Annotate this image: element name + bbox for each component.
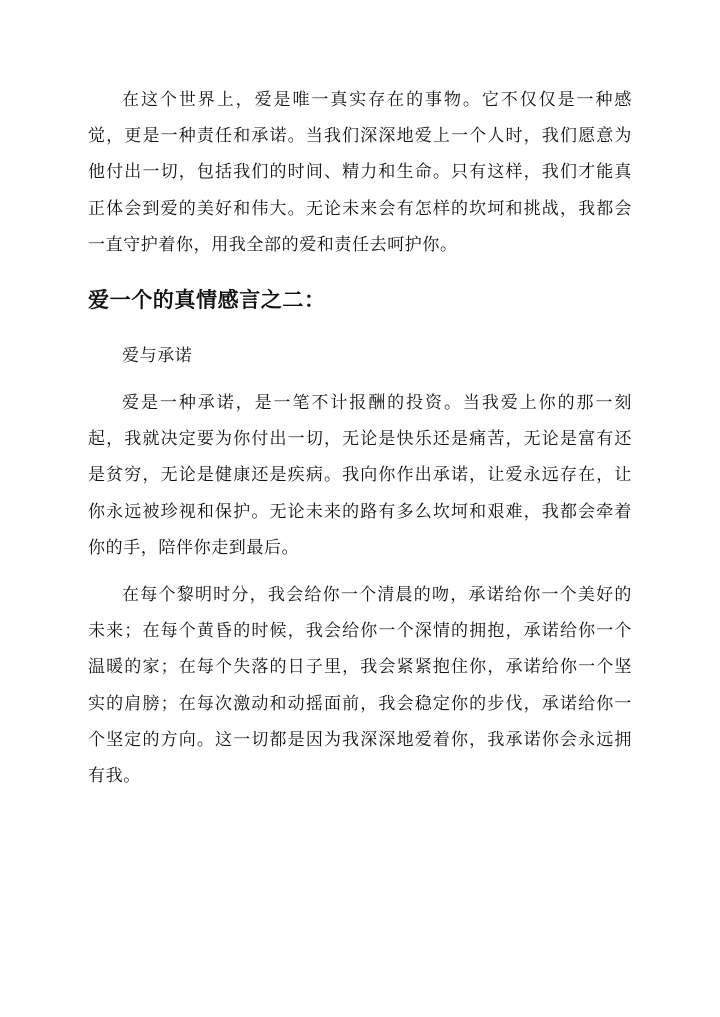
intro-paragraph: 在这个世界上，爱是唯一真实存在的事物。它不仅仅是一种感觉，更是一种责任和承诺。当我们深深地爱上一个人时，我们愿意为他付出一切，包括我们的时间、精力和生命。只有这样，我们才能真正体会到爱的美好和伟大。无论未来会有怎样的坎坷和挑战，我都会一直守护着你，用我全部的爱和责任去呵护你。 xyxy=(88,90,632,255)
section-paragraph-2: 在每个黎明时分，我会给你一个清晨的吻，承诺给你一个美好的未来；在每个黄昏的时候，我会给你一个深情的拥抱，承诺给你一个温暖的家；在每个失落的日子里，我会紧紧抱住你，承诺给你一个坚实的肩膀；在每次激动和动摇面前，我会稳定你的步伐，承诺给你一个坚定的方向。这一切都是因为我深深地爱着你，我承诺你会永远拥有我。 xyxy=(88,585,632,787)
section-heading: 爱一个的真情感言之二： xyxy=(88,287,326,313)
section-subheading: 爱与承诺 xyxy=(122,346,193,367)
section-paragraph-1: 爱是一种承诺，是一笔不计报酬的投资。当我爱上你的那一刻起，我就决定要为你付出一切，无论是快乐还是痛苦，无论是富有还是贫穷，无论是健康还是疾病。我向你作出承诺，让爱永远存在，让你永远被珍视和保护。无论未来的路有多么坎坷和艰难，我都会牵着你的手，陪伴你走到最后。 xyxy=(88,393,632,558)
document-page xyxy=(88,82,632,794)
